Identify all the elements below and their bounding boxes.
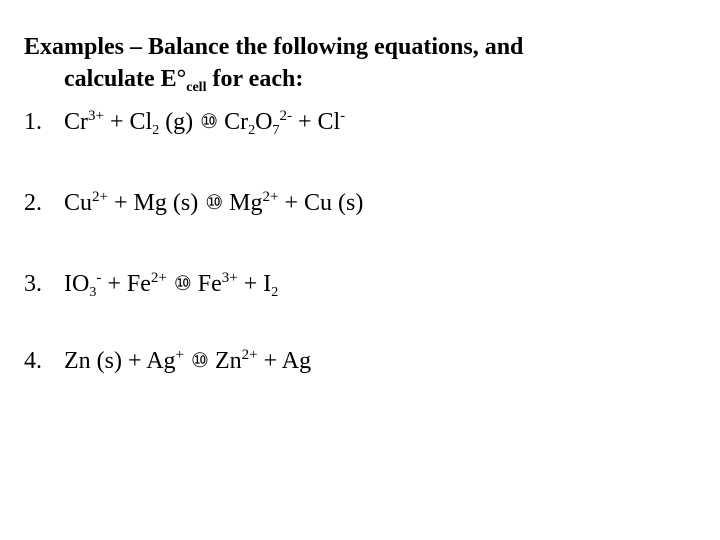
subscript: 3	[89, 285, 97, 300]
equation-body	[64, 108, 346, 138]
equation-number: 1.	[24, 109, 42, 135]
equation-number: 2.	[24, 190, 42, 216]
heading-line-2	[24, 63, 523, 95]
equation-text: + Mg (s)	[107, 190, 205, 216]
equation-text: Mg	[223, 190, 263, 216]
subscript: 2	[248, 123, 256, 138]
superscript: 2-	[279, 108, 292, 124]
equation-text: O	[255, 109, 273, 135]
equation-text: + Fe	[101, 271, 151, 297]
equation-body	[64, 270, 279, 300]
heading-line-2-text: calculate E°	[64, 66, 187, 92]
superscript: 2+	[150, 270, 167, 286]
equation-number: 4.	[24, 348, 42, 374]
subscript: 7	[272, 123, 280, 138]
superscript: 3+	[221, 270, 238, 286]
heading-line-1: Examples – Balance the following equations, and	[24, 34, 524, 60]
equation-text: + Cu (s)	[278, 190, 364, 216]
equation-body	[64, 348, 311, 374]
superscript: 3+	[88, 108, 104, 124]
equation-text: + Cl	[103, 109, 153, 135]
subscript: 2	[271, 285, 279, 300]
equation-text: Cr	[218, 109, 249, 135]
superscript: -	[340, 108, 346, 124]
equation-text: Cr	[64, 109, 88, 135]
superscript: -	[96, 270, 102, 286]
equation-text: IO	[64, 271, 90, 297]
subscript: 2	[152, 123, 160, 138]
equation-4	[24, 345, 311, 376]
equation-2	[24, 187, 363, 218]
equation-text: (g)	[159, 109, 200, 135]
reaction-arrow-icon: ⑩	[191, 348, 206, 372]
equation-text: Cu	[64, 190, 93, 216]
equation-text: Zn (s) + Ag	[64, 348, 176, 374]
superscript: 2+	[241, 347, 258, 363]
equation-text: Zn	[208, 348, 242, 374]
equation-3	[24, 268, 278, 299]
superscript: +	[175, 347, 184, 363]
slide-heading	[24, 31, 523, 95]
superscript: 2+	[262, 189, 279, 205]
superscript: 2+	[92, 189, 108, 205]
reaction-arrow-icon: ⑩	[205, 190, 221, 214]
equation-number: 3.	[24, 271, 42, 297]
equation-text: + Cl	[291, 109, 341, 135]
equation-text: + I	[237, 271, 272, 297]
equation-text: + Ag	[257, 348, 312, 374]
heading-line-2-tail: for each:	[206, 66, 304, 92]
equation-body	[64, 190, 363, 216]
equation-text: Fe	[191, 271, 222, 297]
heading-subscript-cell: cell	[186, 80, 207, 95]
equation-1	[24, 106, 345, 137]
reaction-arrow-icon: ⑩	[200, 109, 216, 133]
reaction-arrow-icon: ⑩	[173, 271, 189, 295]
